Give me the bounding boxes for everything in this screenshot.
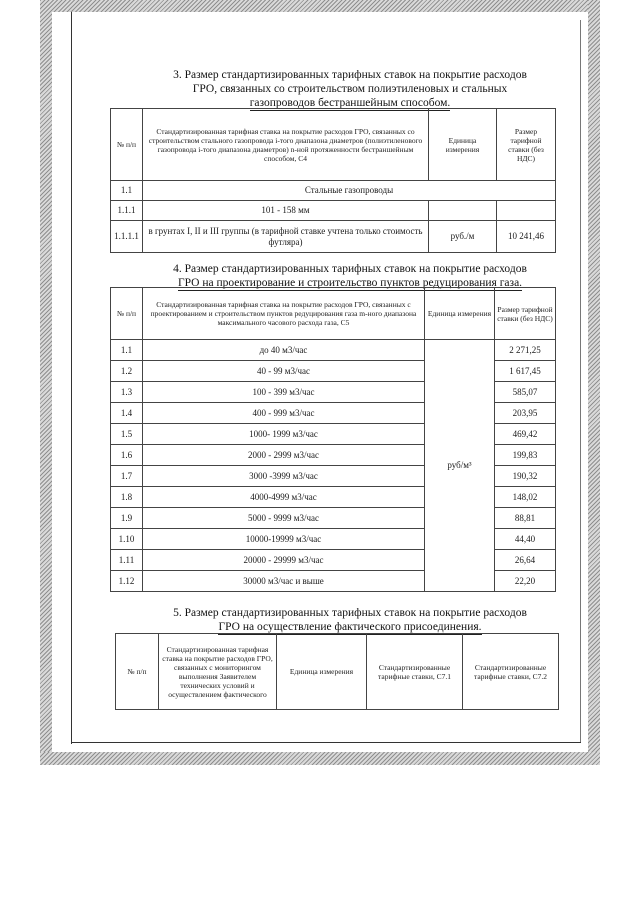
section-5-title [140, 606, 560, 635]
row-description: 3000 -3999 м3/час [143, 466, 425, 487]
row-num: 1.3 [111, 382, 143, 403]
row-description: 2000 - 2999 м3/час [143, 445, 425, 466]
header-description: Стандартизированная тарифная ставка на покрытие расходов ГРО, связанных с проектированием и строительством пунктов редуцирования газа m-ного диапазона максимального часового расхода газа, С5 [143, 288, 425, 340]
row-rate: 10 241,46 [497, 221, 556, 253]
section-3-title-line3: газопроводов бестраншейным способом. [249, 97, 451, 109]
row-num: 1.6 [111, 445, 143, 466]
header-unit: Единица измерения [429, 109, 497, 181]
row-rate: 44,40 [495, 529, 556, 550]
row-description: 40 - 99 м3/час [143, 361, 425, 382]
row-num: 1.8 [111, 487, 143, 508]
scan-frame-top [40, 0, 600, 12]
row-description: 400 - 999 м3/час [143, 403, 425, 424]
row-rate: 585,07 [495, 382, 556, 403]
section-3-title [140, 68, 560, 111]
section-4-title-line2: ГРО на проектирование и строительство пунктов редуцирования газа. [177, 277, 523, 289]
row-num: 1.2 [111, 361, 143, 382]
row-rate: 22,20 [495, 571, 556, 592]
header-rate-c72: Стандартизированные тарифные ставки, С7.2 [463, 634, 559, 710]
row-description: Стальные газопроводы [143, 181, 556, 201]
section-3-table [110, 108, 556, 253]
row-description: 101 - 158 мм [143, 201, 429, 221]
table-row [111, 181, 556, 201]
row-unit [429, 201, 497, 221]
table-header-row [116, 634, 559, 710]
header-description: Стандартизированная тарифная ставка на покрытие расходов ГРО, связанных с мониторингом выполнения Заявителем технических условий и осуществлением фактического [159, 634, 277, 710]
header-num: № п/п [111, 109, 143, 181]
row-description: до 40 м3/час [143, 340, 425, 361]
row-rate: 2 271,25 [495, 340, 556, 361]
row-description: 1000- 1999 м3/час [143, 424, 425, 445]
row-description: 10000-19999 м3/час [143, 529, 425, 550]
row-rate [497, 201, 556, 221]
unit-cell: руб/м³ [425, 340, 495, 592]
row-description: 4000-4999 м3/час [143, 487, 425, 508]
row-rate: 199,83 [495, 445, 556, 466]
row-rate: 26,64 [495, 550, 556, 571]
header-unit: Единица измерения [425, 288, 495, 340]
row-description: 30000 м3/час и выше [143, 571, 425, 592]
page-border-bottom [71, 742, 581, 743]
table-row [111, 221, 556, 253]
row-rate: 1 617,45 [495, 361, 556, 382]
row-num: 1.1.1.1 [111, 221, 143, 253]
row-num: 1.5 [111, 424, 143, 445]
row-num: 1.1.1 [111, 201, 143, 221]
section-5-table [115, 633, 559, 710]
row-num: 1.12 [111, 571, 143, 592]
page-border-left [71, 12, 72, 744]
table-row [111, 201, 556, 221]
header-rate-c71: Стандартизированные тарифные ставки, С7.1 [367, 634, 463, 710]
section-3-title-line1: 3. Размер стандартизированных тарифных ставок на покрытие расходов [173, 69, 527, 81]
row-rate: 203,95 [495, 403, 556, 424]
row-num: 1.10 [111, 529, 143, 550]
row-rate: 469,42 [495, 424, 556, 445]
header-num: № п/п [111, 288, 143, 340]
header-rate: Размер тарифной ставки (без НДС) [497, 109, 556, 181]
section-5-title-line2: ГРО на осуществление фактического присоединения. [218, 621, 482, 633]
row-num: 1.11 [111, 550, 143, 571]
header-num: № п/п [116, 634, 159, 710]
section-5-title-line1: 5. Размер стандартизированных тарифных ставок на покрытие расходов [173, 607, 527, 619]
row-unit: руб./м [429, 221, 497, 253]
row-rate: 190,32 [495, 466, 556, 487]
section-4-title-line1: 4. Размер стандартизированных тарифных ставок на покрытие расходов [173, 263, 527, 275]
row-description: 20000 - 29999 м3/час [143, 550, 425, 571]
row-rate: 148,02 [495, 487, 556, 508]
row-rate: 88,81 [495, 508, 556, 529]
row-num: 1.1 [111, 181, 143, 201]
row-num: 1.9 [111, 508, 143, 529]
row-description: 100 - 399 м3/час [143, 382, 425, 403]
header-unit: Единица измерения [277, 634, 367, 710]
page-border-right [580, 20, 581, 742]
row-num: 1.4 [111, 403, 143, 424]
scan-frame-right [588, 0, 600, 765]
header-description: Стандартизированная тарифная ставка на покрытие расходов ГРО, связанных со строительством стального газопровода i-того диапазона диаметров (полиэтиленового газопровода i-того диапазона диаметров) n-ной протяженности бестраншейным способом, С4 [143, 109, 429, 181]
scan-frame-left [40, 0, 52, 765]
header-rate: Размер тарифной ставки (без НДС) [495, 288, 556, 340]
scan-frame-bottom [40, 752, 600, 765]
row-description: 5000 - 9999 м3/час [143, 508, 425, 529]
table-header-row [111, 109, 556, 181]
row-num: 1.7 [111, 466, 143, 487]
section-3-title-line2: ГРО, связанных со строительством полиэтиленовых и стальных [192, 83, 508, 95]
row-description: в грунтах I, II и III группы (в тарифной ставке учтена только стоимость футляра) [143, 221, 429, 253]
section-4-table [110, 287, 556, 592]
table-row [111, 340, 556, 361]
table-header-row [111, 288, 556, 340]
row-num: 1.1 [111, 340, 143, 361]
